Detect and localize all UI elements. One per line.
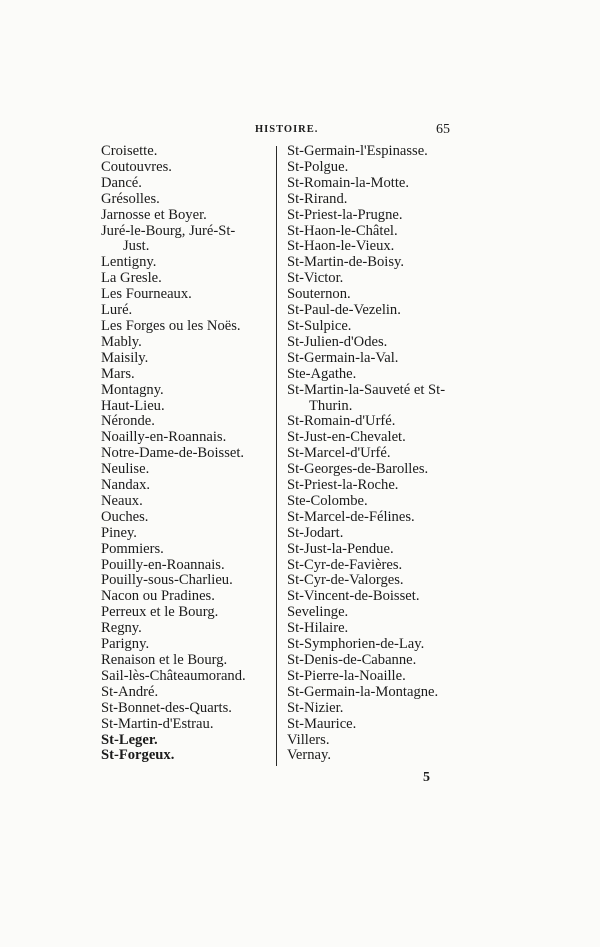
page-number: 65 <box>436 122 450 137</box>
list-item: St-Jodart. <box>287 524 344 541</box>
list-item: St-Denis-de-Cabanne. <box>287 652 417 668</box>
list-item: Neaux. <box>101 492 143 509</box>
list-item: Mars. <box>101 365 135 382</box>
list-item: Luré. <box>101 302 133 319</box>
list-item: Sevelinge. <box>287 604 349 621</box>
list-item: St-Germain-l'Espinasse. <box>287 143 428 159</box>
list-item: St-Just-la-Pendue. <box>287 540 394 557</box>
list-item: Ste-Agathe. <box>287 365 357 382</box>
list-item: Les Forges ou les Noës. <box>101 317 241 334</box>
list-item: Piney. <box>101 524 137 541</box>
list-item: St-Germain-la-Val. <box>287 349 399 366</box>
list-item: Villers. <box>287 731 330 748</box>
list-item: St-Polgue. <box>287 158 349 175</box>
list-item: St-Georges-de-Barolles. <box>287 461 429 478</box>
list-item: Haut-Lieu. <box>101 397 165 414</box>
list-item: St-Cyr-de-Favières. <box>287 556 403 573</box>
list-item: La Gresle. <box>101 270 162 287</box>
list-item: Maisily. <box>101 349 149 366</box>
list-item: Souternon. <box>287 286 351 303</box>
list-item: St-Julien-d'Odes. <box>287 333 388 350</box>
list-item: St-Vincent-de-Boisset. <box>287 588 420 605</box>
list-item: St-Forgeux. <box>101 747 175 764</box>
list-item: Coutouvres. <box>101 158 172 175</box>
list-item: Dancé. <box>101 174 142 191</box>
list-item: St-Marcel-d'Urfé. <box>287 445 391 462</box>
list-item: Ste-Colombe. <box>287 492 368 509</box>
running-head <box>0 122 600 142</box>
list-item: Jarnosse et Boyer. <box>101 206 207 223</box>
list-item-continuation <box>287 399 557 415</box>
list-item: St-Germain-la-Montagne. <box>287 683 439 700</box>
list-item: Grésolles. <box>101 190 160 207</box>
running-head-title: HISTOIRE. <box>255 124 319 135</box>
list-item: St-Martin-la-Sauveté et St- <box>287 381 446 398</box>
list-item: St-Leger. <box>101 731 158 748</box>
list-item: St-Paul-de-Vezelin. <box>287 302 401 319</box>
list-item: Néronde. <box>101 413 155 430</box>
signature-mark: 5 <box>423 770 430 785</box>
list-item: St-Rirand. <box>287 190 348 207</box>
list-item: Perreux et le Bourg. <box>101 604 219 621</box>
list-item: St-Nizier. <box>287 699 344 716</box>
list-item: St-Cyr-de-Valorges. <box>287 572 404 589</box>
list-item: St-André. <box>101 683 159 700</box>
list-item-continuation <box>101 239 271 255</box>
list-item: Sail-lès-Châteaumorand. <box>101 667 246 684</box>
list-item: St-Sulpice. <box>287 317 352 334</box>
list-item: Notre-Dame-de-Boisset. <box>101 445 245 462</box>
list-item: St-Priest-la-Roche. <box>287 477 399 494</box>
list-item: St-Victor. <box>287 270 344 287</box>
list-item: Montagny. <box>101 381 164 398</box>
list-item: Parigny. <box>101 636 150 653</box>
list-item: Lentigny. <box>101 254 157 271</box>
right-column <box>287 144 557 764</box>
list-item: Noailly-en-Roannais. <box>101 429 227 446</box>
list-item: St-Priest-la-Prugne. <box>287 206 403 223</box>
list-item: St-Symphorien-de-Lay. <box>287 636 425 653</box>
list-item: Pommiers. <box>101 540 164 557</box>
list-item: St-Romain-la-Motte. <box>287 174 410 191</box>
list-item: Pouilly-sous-Charlieu. <box>101 572 233 589</box>
list-item: St-Pierre-la-Noaille. <box>287 667 406 684</box>
list-item: Ouches. <box>101 508 149 525</box>
list-item: Nandax. <box>101 477 151 494</box>
list-item: St-Maurice. <box>287 715 357 732</box>
list-item: Pouilly-en-Roannais. <box>101 556 225 573</box>
list-item: St-Marcel-de-Félines. <box>287 508 415 525</box>
list-item: Nacon ou Pradines. <box>101 588 215 605</box>
list-item: Mably. <box>101 333 142 350</box>
list-item: Regny. <box>101 620 142 637</box>
list-item: St-Just-en-Chevalet. <box>287 429 406 446</box>
continuation-text: Just. <box>123 238 150 255</box>
list-item: Renaison et le Bourg. <box>101 652 228 668</box>
list-item: St-Romain-d'Urfé. <box>287 413 396 430</box>
continuation-text: Thurin. <box>309 397 353 414</box>
list-item: St-Hilaire. <box>287 620 349 637</box>
list-item: St-Bonnet-des-Quarts. <box>101 699 232 716</box>
list-item: Croisette. <box>101 143 158 159</box>
left-column <box>101 144 271 764</box>
list-item: Juré-le-Bourg, Juré-St- <box>101 222 236 239</box>
list-item: St-Martin-de-Boisy. <box>287 254 405 271</box>
list-item: St-Martin-d'Estrau. <box>101 715 214 732</box>
column-divider <box>276 146 277 766</box>
list-item: St-Haon-le-Châtel. <box>287 222 398 239</box>
list-item: St-Haon-le-Vieux. <box>287 238 395 255</box>
list-item: Les Fourneaux. <box>101 286 192 303</box>
list-item: Neulise. <box>101 461 150 478</box>
list-item: Vernay. <box>287 747 332 764</box>
